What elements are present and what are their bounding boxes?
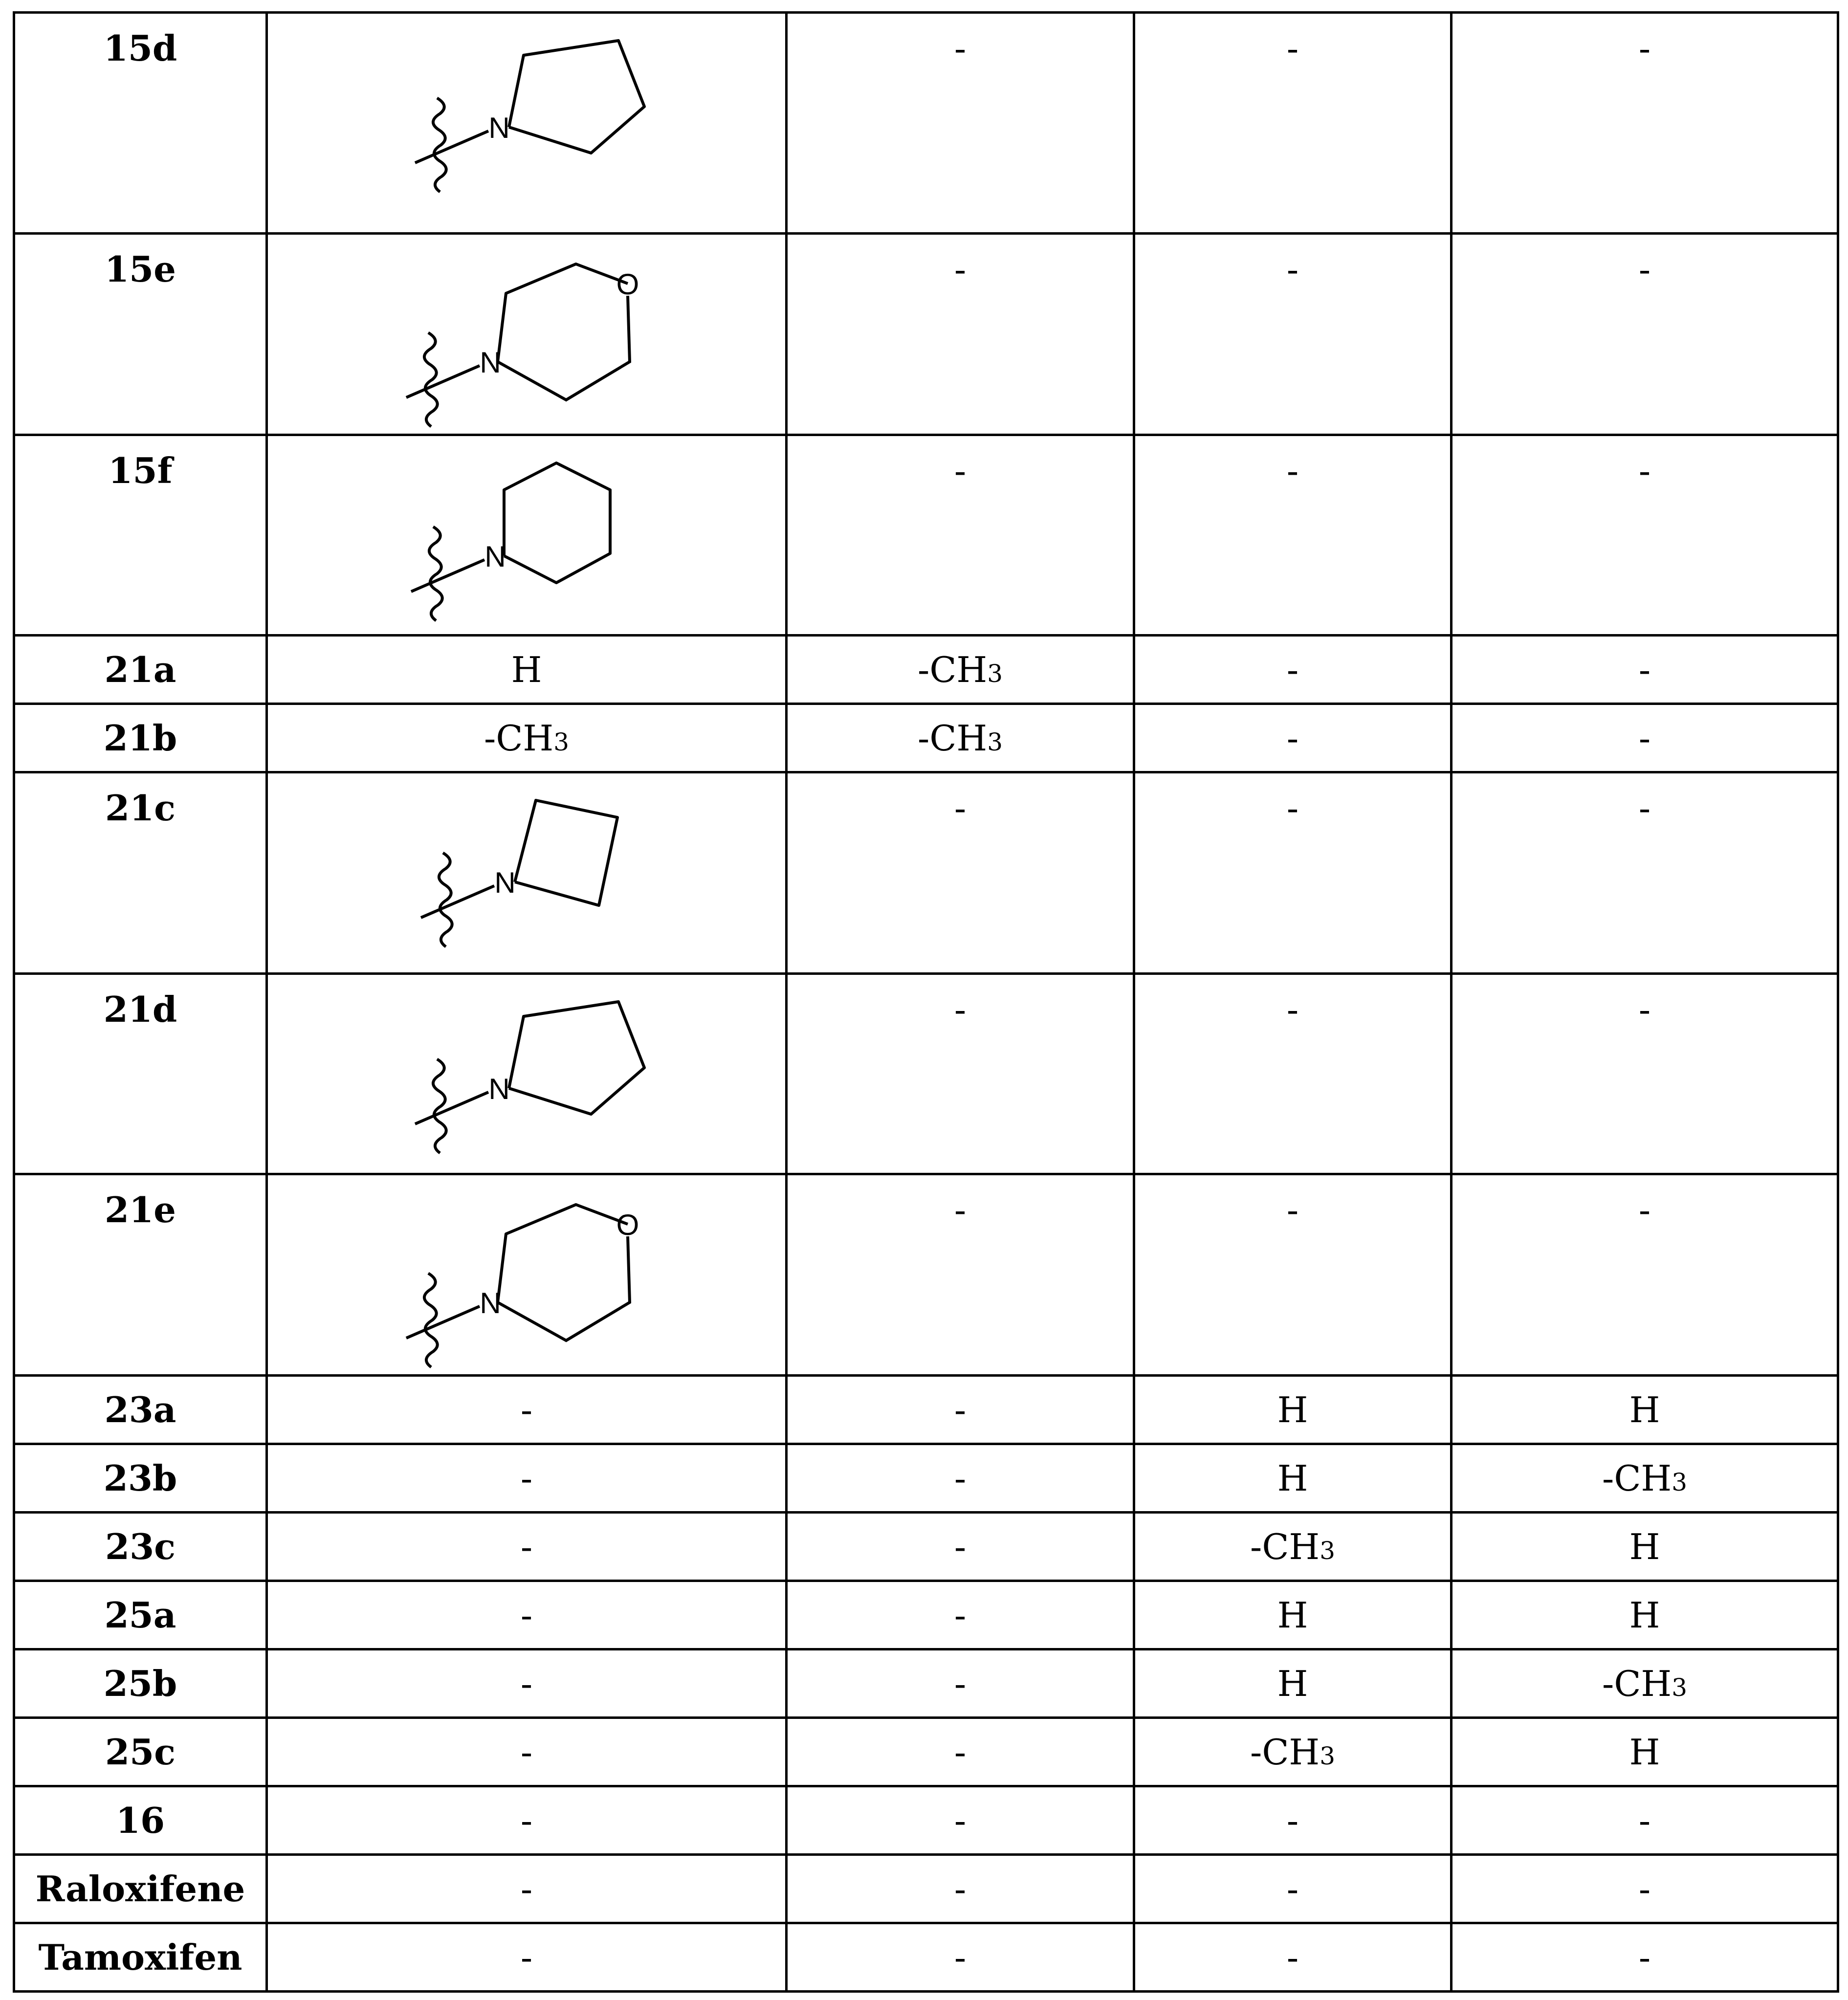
- value-text: -: [1638, 989, 1651, 1030]
- table-row: [14, 772, 1838, 974]
- wavy-attachment-icon: [433, 98, 446, 192]
- compound-id: 25c: [14, 1718, 267, 1786]
- structure-cell: [267, 234, 787, 435]
- nitrogen-atom: N: [488, 111, 510, 144]
- substituent-value: [1134, 636, 1452, 704]
- value-text: H: [1277, 1389, 1308, 1430]
- substituent-value: [1134, 1649, 1452, 1718]
- substituent-value: [267, 1649, 787, 1718]
- value-text: -: [520, 1731, 533, 1773]
- substituent-value: [787, 1786, 1134, 1855]
- table-row: [14, 636, 1838, 704]
- value-text: -: [520, 1389, 533, 1430]
- value-text: -: [954, 1731, 967, 1773]
- value-text: H: [1277, 1594, 1308, 1636]
- value-text: H: [1277, 1457, 1308, 1499]
- structure-pyrrolidin-1-yl-icon: [268, 975, 788, 1175]
- value-text: -: [1638, 249, 1651, 290]
- substituent-value: [787, 1649, 1134, 1718]
- oxygen-atom: O: [616, 1209, 639, 1241]
- table-row: [14, 704, 1838, 772]
- table-row: [14, 1786, 1838, 1855]
- substituent-value: [1134, 704, 1452, 772]
- table-row: [14, 234, 1838, 435]
- table-row: [14, 1855, 1838, 1923]
- substituent-value: [267, 1855, 787, 1923]
- substituent-value: [1452, 1786, 1838, 1855]
- compound-id: Tamoxifen: [14, 1923, 267, 1992]
- substituent-value: [1452, 1649, 1838, 1718]
- attachment-bond: [406, 366, 480, 397]
- value-text: -: [954, 1594, 967, 1636]
- compound-id: 23b: [14, 1444, 267, 1513]
- substituent-value: [1134, 1513, 1452, 1581]
- substituent-value: [1134, 1581, 1452, 1649]
- value-text: -: [520, 1526, 533, 1567]
- value-text: H: [1277, 1663, 1308, 1704]
- substituent-value: [1134, 1923, 1452, 1992]
- table-row: [14, 435, 1838, 636]
- value-text: H: [1629, 1594, 1660, 1636]
- ring-bond: [509, 1002, 644, 1114]
- structure-morpholin-4-yl-icon: [268, 1175, 788, 1377]
- table-row: [14, 1649, 1838, 1718]
- value-text: -: [1286, 717, 1299, 759]
- value-text: -: [1286, 249, 1299, 290]
- wavy-attachment-icon: [433, 1059, 446, 1153]
- value-text: -: [954, 1868, 967, 1910]
- compound-id: Raloxifene: [14, 1855, 267, 1923]
- value-text: -CH3: [917, 717, 1003, 759]
- substituent-value: [1452, 1174, 1838, 1376]
- substituent-value: [1134, 1376, 1452, 1444]
- substituent-value: [787, 636, 1134, 704]
- substituent-value: [1134, 1786, 1452, 1855]
- value-text: -: [1638, 649, 1651, 690]
- ring-bond: [504, 463, 610, 583]
- wavy-attachment-icon: [429, 527, 442, 621]
- substituent-value: [787, 772, 1134, 974]
- substituent-value: [1452, 1444, 1838, 1513]
- ring-bond: [515, 800, 617, 905]
- table-row: [14, 1923, 1838, 1992]
- structure-piperidin-1-yl-icon: [268, 436, 788, 637]
- nitrogen-atom: N: [494, 866, 516, 899]
- value-text: -: [1638, 1936, 1651, 1978]
- value-text: -: [1286, 1868, 1299, 1910]
- value-text: -CH3: [917, 649, 1003, 690]
- value-text: -: [520, 1800, 533, 1841]
- nitrogen-atom: N: [480, 346, 501, 379]
- value-text: -: [954, 788, 967, 829]
- value-text: -: [1286, 1800, 1299, 1841]
- substituent-value: [1452, 13, 1838, 234]
- wavy-attachment-icon: [424, 1274, 438, 1367]
- substituent-value: [1134, 772, 1452, 974]
- attachment-bond: [406, 1306, 480, 1338]
- value-text: -: [1286, 788, 1299, 829]
- substituent-value: [787, 704, 1134, 772]
- table-row: [14, 1376, 1838, 1444]
- structure-cell: [267, 772, 787, 974]
- substituent-value: [267, 1718, 787, 1786]
- substituent-value: [267, 1581, 787, 1649]
- value-text: -: [954, 1189, 967, 1231]
- value-text: -: [520, 1868, 533, 1910]
- substituent-value: [1452, 1718, 1838, 1786]
- value-text: -: [1638, 717, 1651, 759]
- structure-pyrrolidin-1-yl-icon: [268, 14, 788, 235]
- value-text: -: [954, 989, 967, 1030]
- compound-id: 21b: [14, 704, 267, 772]
- structure-cell: [267, 435, 787, 636]
- value-text: -: [1638, 28, 1651, 69]
- compound-id: 25b: [14, 1649, 267, 1718]
- value-text: -: [1286, 649, 1299, 690]
- substituent-value: [1134, 435, 1452, 636]
- wavy-attachment-icon: [424, 333, 438, 427]
- ring-bond: [498, 296, 630, 400]
- substituent-value: [787, 13, 1134, 234]
- substituent-value: [787, 1718, 1134, 1786]
- value-text: H: [1629, 1731, 1660, 1773]
- structure-cell: [267, 974, 787, 1174]
- substituent-value: [267, 1786, 787, 1855]
- table-row: [14, 1174, 1838, 1376]
- substituent-value: [787, 435, 1134, 636]
- nitrogen-atom: N: [480, 1287, 501, 1319]
- value-text: H: [1629, 1526, 1660, 1567]
- wavy-attachment-icon: [439, 853, 452, 947]
- value-text: -CH3: [1250, 1731, 1336, 1773]
- value-text: -: [954, 1663, 967, 1704]
- value-text: -: [954, 1457, 967, 1499]
- substituent-value: [267, 1376, 787, 1444]
- substituent-value: [1452, 1923, 1838, 1992]
- value-text: -: [954, 1936, 967, 1978]
- value-text: H: [1629, 1389, 1660, 1430]
- substituent-value: [787, 1581, 1134, 1649]
- value-text: -CH3: [484, 717, 570, 759]
- ring-bond: [498, 1205, 628, 1302]
- ring-bond: [498, 264, 628, 362]
- substituent-value: [787, 1855, 1134, 1923]
- value-text: -: [954, 1800, 967, 1841]
- value-text: H: [511, 649, 542, 690]
- substituent-value: [1452, 1855, 1838, 1923]
- substituent-value: [1134, 1855, 1452, 1923]
- substituent-value: [1452, 234, 1838, 435]
- structure-morpholin-4-yl-icon: [268, 235, 788, 436]
- compound-id: 25a: [14, 1581, 267, 1649]
- value-text: -CH3: [1602, 1663, 1688, 1704]
- substituent-value: [1452, 974, 1838, 1174]
- value-text: -: [1638, 1868, 1651, 1910]
- table-row: [14, 1444, 1838, 1513]
- value-text: -: [954, 450, 967, 491]
- structure-cell: [267, 13, 787, 234]
- substituent-value: [1134, 1174, 1452, 1376]
- value-text: -: [1638, 450, 1651, 491]
- table-row: [14, 974, 1838, 1174]
- substituent-value: [1134, 1444, 1452, 1513]
- attachment-bond: [415, 1092, 488, 1124]
- substituent-value: [1452, 772, 1838, 974]
- compound-table: [13, 11, 1839, 1993]
- ring-bond: [509, 41, 644, 153]
- value-text: -: [1638, 1189, 1651, 1231]
- compound-id: 23c: [14, 1513, 267, 1581]
- attachment-bond: [415, 131, 488, 163]
- value-text: -: [520, 1936, 533, 1978]
- value-text: -: [954, 249, 967, 290]
- value-text: -: [520, 1663, 533, 1704]
- substituent-value: [1134, 13, 1452, 234]
- substituent-value: [1452, 1513, 1838, 1581]
- substituent-value: [267, 704, 787, 772]
- compound-id: 15f: [14, 435, 267, 636]
- value-text: -: [1286, 1936, 1299, 1978]
- value-text: -: [520, 1594, 533, 1636]
- attachment-bond: [421, 886, 494, 918]
- compound-id: 21a: [14, 636, 267, 704]
- table-row: [14, 13, 1838, 234]
- value-text: -CH3: [1250, 1526, 1336, 1567]
- substituent-value: [787, 1174, 1134, 1376]
- value-text: -CH3: [1602, 1457, 1688, 1499]
- value-text: -: [520, 1457, 533, 1499]
- substituent-value: [267, 1923, 787, 1992]
- ring-bond: [498, 1236, 630, 1341]
- table-row: [14, 1513, 1838, 1581]
- value-text: -: [1286, 28, 1299, 69]
- value-text: -: [1638, 788, 1651, 829]
- substituent-value: [1134, 234, 1452, 435]
- substituent-value: [1452, 636, 1838, 704]
- compound-id: 21c: [14, 772, 267, 974]
- value-text: -: [954, 28, 967, 69]
- substituent-value: [787, 974, 1134, 1174]
- nitrogen-atom: N: [488, 1073, 510, 1105]
- value-text: -: [1638, 1800, 1651, 1841]
- substituent-value: [787, 1923, 1134, 1992]
- value-text: -: [1286, 450, 1299, 491]
- substituent-value: [1452, 1376, 1838, 1444]
- substituent-value: [1452, 704, 1838, 772]
- structure-azetidin-1-yl-icon: [268, 773, 788, 975]
- table-row: [14, 1718, 1838, 1786]
- substituent-value: [1134, 974, 1452, 1174]
- table-row: [14, 1581, 1838, 1649]
- compound-id: 16: [14, 1786, 267, 1855]
- structure-cell: [267, 1174, 787, 1376]
- substituent-value: [1134, 1718, 1452, 1786]
- value-text: -: [954, 1389, 967, 1430]
- nitrogen-atom: N: [484, 540, 506, 573]
- substituent-value: [267, 1513, 787, 1581]
- substituent-value: [787, 1376, 1134, 1444]
- value-text: -: [954, 1526, 967, 1567]
- substituent-value: [1452, 435, 1838, 636]
- compound-id: 21d: [14, 974, 267, 1174]
- substituent-value: [267, 636, 787, 704]
- substituent-value: [1452, 1581, 1838, 1649]
- value-text: -: [1286, 989, 1299, 1030]
- compound-id: 15d: [14, 13, 267, 234]
- compound-id: 23a: [14, 1376, 267, 1444]
- value-text: -: [1286, 1189, 1299, 1231]
- oxygen-atom: O: [616, 268, 639, 301]
- substituent-value: [787, 234, 1134, 435]
- attachment-bond: [411, 560, 484, 592]
- substituent-value: [267, 1444, 787, 1513]
- compound-id: 15e: [14, 234, 267, 435]
- substituent-value: [787, 1513, 1134, 1581]
- compound-id: 21e: [14, 1174, 267, 1376]
- substituent-value: [787, 1444, 1134, 1513]
